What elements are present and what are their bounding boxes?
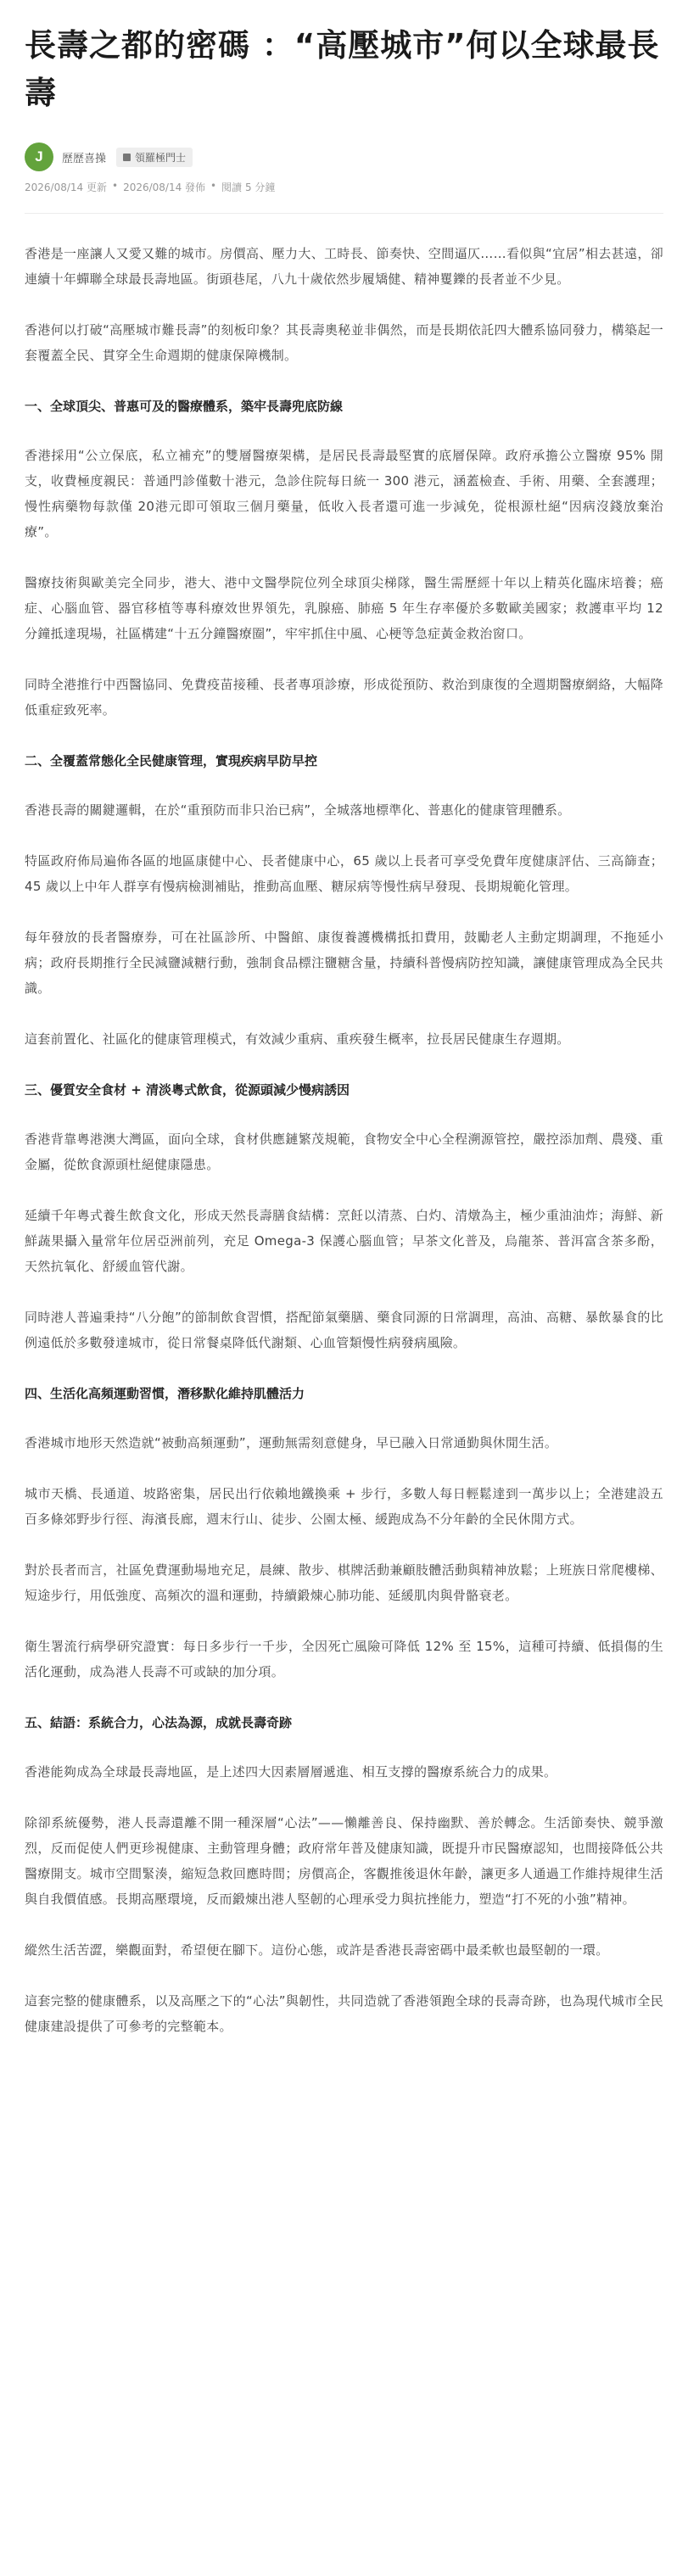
updated-date: 2026/08/14 更新 [25,182,107,193]
paragraph: 縱然生活苦澀，樂觀面對，希望便在腳下。這份心態，或許是香港長壽密碼中最柔軟也最堅韌的一環。 [25,1942,609,1958]
meta-separator: • [111,180,119,192]
article-title: 長壽之都的密碼 ：“高壓城市”何以全球最長壽 [25,27,660,111]
meta-separator: • [210,180,217,192]
paragraph: 這套完整的健康體系，以及高壓之下的“心法”與韌性，共同造就了香港領跑全球的長壽奇跡，也為現代城市全民健康建設提供了可參考的完整範本。 [25,1993,663,2034]
section-heading: 四、生活化高頻運動習慣，潛移默化維持肌體活力 [25,1386,305,1401]
section-heading: 二、全覆蓋常態化全民健康管理，實現疾病早防早控 [25,753,318,768]
article-body [0,214,688,2039]
paragraph: 衛生署流行病學研究證實：每日多步行一千步，全因死亡風險可降低 12% 至 15%，這種可持續、低損傷的生活化運動，成為港人長壽不可或缺的加分項。 [25,1639,663,1679]
author-row [25,142,663,171]
paragraph: 城市天橋、長通道、坡路密集，居民出行依賴地鐵換乘 + 步行，多數人每日輕鬆達到一萬步以上；全港建設五百多條郊野步行徑、海濱長廊，週末行山、徒步、公園太極、緩跑成為不分年齡的全民休閒方式。 [25,1486,663,1527]
paragraph: 香港是一座讓人又愛又難的城市。房價高、壓力大、工時長、節奏快、空間逼仄……看似與“宜居”相去甚遠，卻連續十年蟬聯全球最長壽地區。街頭巷尾，八九十歲依然步履矯健、精神矍鑠的長者並不少見。 [25,246,663,287]
paragraph: 香港背靠粵港澳大灣區，面向全球，食材供應鏈繁茂規範，食物安全中心全程溯源管控，嚴控添加劑、農殘、重金屬，從飲食源頭杜絕健康隱患。 [25,1132,663,1172]
paragraph: 每年發放的長者醫療券，可在社區診所、中醫館、康復養護機構抵扣費用，鼓勵老人主動定期調理，不拖延小病；政府長期推行全民減鹽減糖行動，強制食品標注鹽糖含量，持續科普慢病防控知識，讓健康管理成為全民共識。 [25,930,663,996]
paragraph: 香港長壽的關鍵邏輯，在於“重預防而非只治已病”，全城落地標準化、普惠化的健康管理體系。 [25,802,571,818]
read-time: 閱讀 5 分鐘 [221,182,276,193]
paragraph: 這套前置化、社區化的健康管理模式，有效減少重病、重疾發生概率，拉長居民健康生存週期。 [25,1031,570,1047]
badge-icon [123,154,131,161]
paragraph: 同時全港推行中西醫協同、免費疫苗接種、長者專項診療，形成從預防、救治到康復的全週期醫療網絡，大幅降低重症致死率。 [25,677,663,718]
article-header [0,0,688,194]
paragraph: 除卻系統優勢，港人長壽還離不開一種深層“心法”——懶離善良、保持幽默、善於轉念。生活節奏快、競爭激烈，反而促使人們更珍視健康、主動管理身體；政府常年普及健康知識，既提升市民醫療認知，也間接降低公共醫療開支。城市空間緊湊，縮短急救回應時間；房價高企，客觀推後退休年齡，讓更多人通過工作維持規律生活與自我價值感。長期高壓環境，反而鍛煉出港人堅韌的心理承受力與抗挫能力，塑造“打不死的小強”精神。 [25,1815,663,1907]
paragraph: 香港城市地形天然造就“被動高頻運動”，運動無需刻意健身，早已融入日常通勤與休閒生活。 [25,1435,558,1450]
published-date: 2026/08/14 發佈 [123,182,206,193]
paragraph: 對於長者而言，社區免費運動場地充足，晨練、散步、棋牌活動兼顧肢體活動與精神放鬆；上班族日常爬樓梯、短途步行，用低強度、高頻次的溫和運動，持續鍛煉心肺功能、延緩肌肉與骨骼衰老。 [25,1562,663,1603]
paragraph: 延續千年粵式養生飲食文化，形成天然長壽膳食結構：烹飪以清蒸、白灼、清燉為主，極少重油油炸；海鮮、新鮮蔬果攝入量常年位居亞洲前列，充足 Omega-3 保護心腦血管；早茶文化普及，烏龍茶、普洱富含茶多酚，天然抗氧化、舒緩血管代謝。 [25,1208,663,1274]
paragraph: 醫療技術與歐美完全同步，港大、港中文醫學院位列全球頂尖梯隊，醫生需歷經十年以上精英化臨床培養；癌症、心腦血管、器官移植等專科療效世界領先，乳腺癌、肺癌 5 年生存率優於多數歐美國家；救護車平均 12 分鐘抵達現場，社區構建“十五分鐘醫療圈”，牢牢抓住中風、心梗等急症黃金救治窗口。 [25,575,663,641]
article-meta [25,180,663,194]
paragraph: 香港能夠成為全球最長壽地區，是上述四大因素層層遞進、相互支撐的醫療系統合力的成果。 [25,1764,557,1780]
paragraph: 香港採用“公立保底，私立補充”的雙層醫療架構，是居民長壽最堅實的底層保障。政府承擔公立醫療 95% 開支，收費極度親民：普通門診僅數十港元，急診住院每日統一 300 港元，涵蓋檢查、手術、用藥、全套護理；慢性病藥物每款僅 20港元即可領取三個月藥量，低收入長者還可進一步減免，從根源杜絕“因病沒錢放棄治療”。 [25,448,663,539]
author-badge-label: 領羅極門士 [135,151,187,164]
paragraph: 同時港人普遍秉持“八分飽”的節制飲食習慣，搭配節氣藥膳、藥食同源的日常調理，高油、高糖、暴飲暴食的比例遠低於多數發達城市，從日常餐桌降低代謝類、心血管類慢性病發病風險。 [25,1310,663,1350]
author-badge [116,148,193,167]
avatar[interactable]: J [25,142,53,171]
author-name[interactable]: 歷歷喜操 [62,152,107,165]
section-heading: 三、優質安全食材 + 清淡粵式飲食，從源頭減少慢病誘因 [25,1082,350,1098]
section-heading: 一、全球頂尖、普惠可及的醫療體系，築牢長壽兜底防線 [25,399,344,414]
paragraph: 香港何以打破“高壓城市難長壽”的刻板印象？其長壽奧秘並非偶然，而是長期依託四大體系協同發力，構築起一套覆蓋全民、貫穿全生命週期的健康保障機制。 [25,322,663,363]
paragraph: 特區政府佈局遍佈各區的地區康健中心、長者健康中心，65 歲以上長者可享受免費年度健康評估、三高篩查；45 歲以上中年人群享有慢病檢測補貼，推動高血壓、糖尿病等慢性病早發現、長期規範化管理。 [25,853,663,894]
section-heading: 五、結語：系統合力，心法為源，成就長壽奇跡 [25,1715,293,1730]
